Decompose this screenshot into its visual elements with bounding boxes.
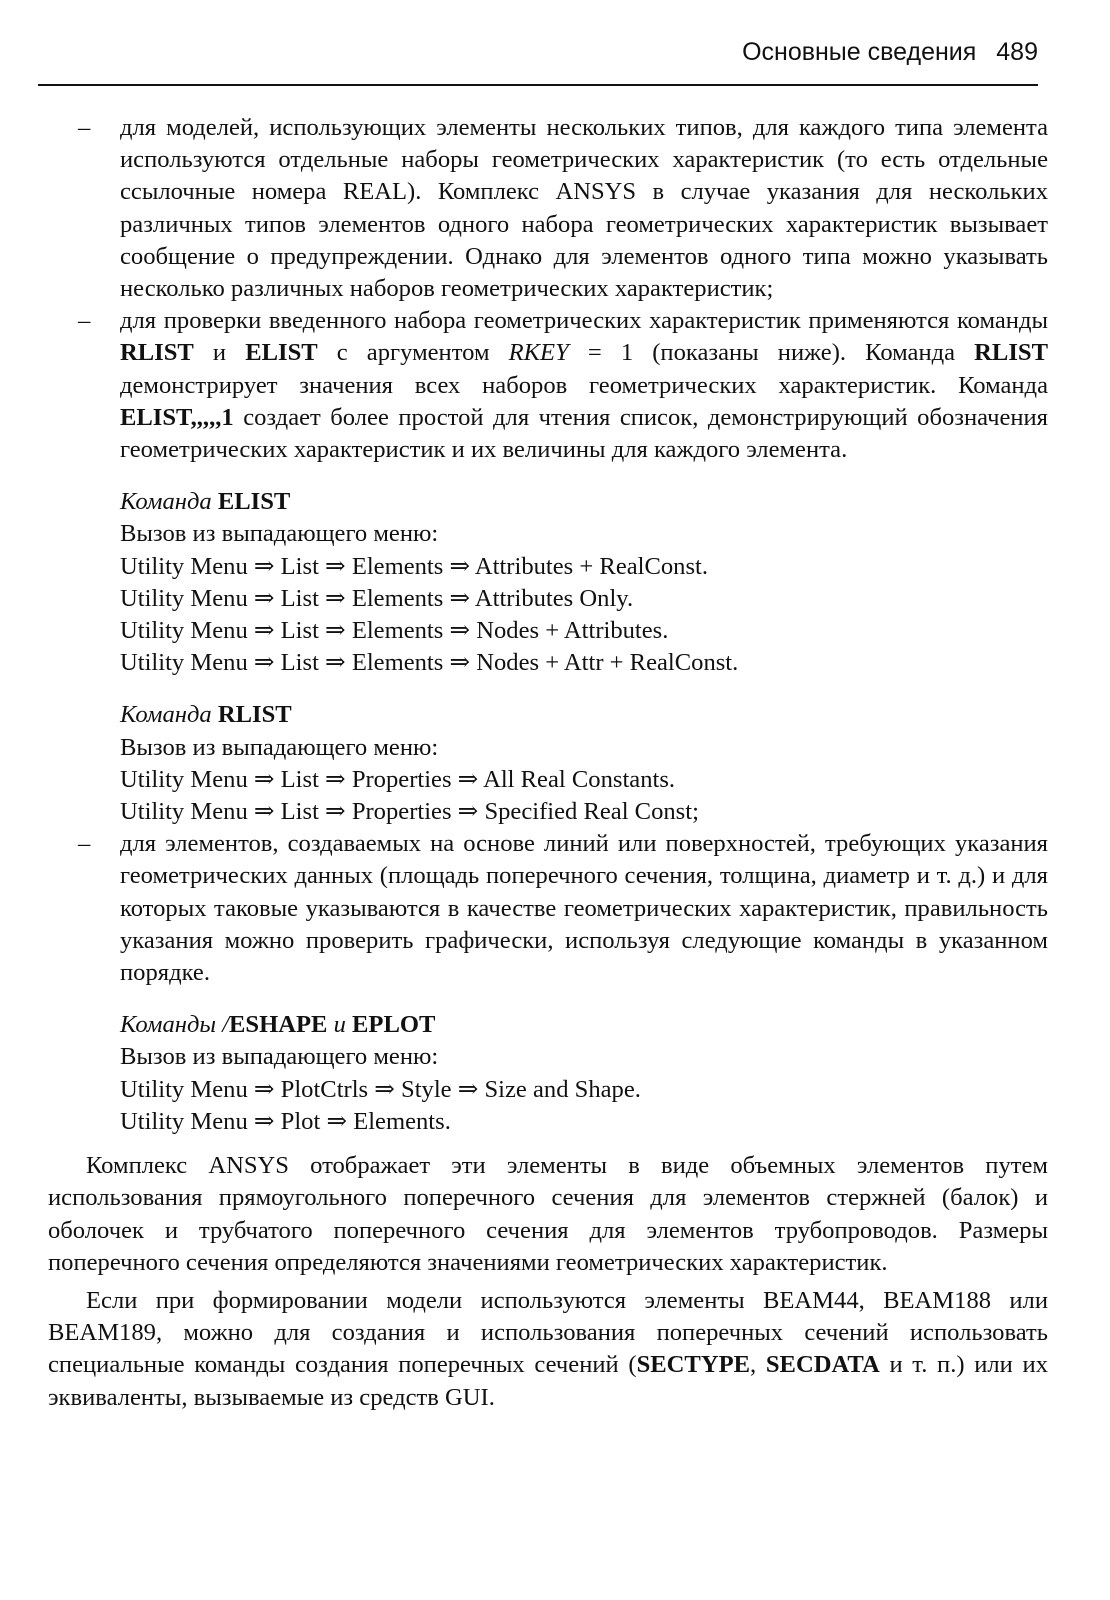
text-run: создает более простой для чтения список, демонстрирующий обозначения геометрических характеристик и их величины для каждого элемента. — [120, 403, 1048, 464]
menu-path: Utility Menu ⇒ List ⇒ Elements ⇒ Attributes + RealConst. — [120, 552, 709, 580]
text-run: демонстрирует значения всех наборов геометрических характеристик. Команда — [120, 371, 1048, 399]
menu-path: Utility Menu ⇒ List ⇒ Properties ⇒ Specified Real Const; — [120, 798, 699, 826]
command-block-eshape — [48, 1009, 1048, 1138]
list-dash: – — [78, 307, 91, 335]
command-name: ELIST — [245, 339, 318, 367]
command-heading — [120, 486, 1048, 518]
command-name: RLIST — [974, 339, 1048, 367]
command-name: SECTYPE — [636, 1351, 751, 1379]
menu-intro: Вызов из выпадающего меню: — [120, 520, 439, 548]
command-heading-name: EPLOT — [352, 1011, 436, 1039]
text-run: , — [750, 1351, 766, 1379]
paragraph: Комплекс ANSYS отображает эти элементы в виде объемных элементов путем использования прямоугольного поперечного сечения для элементов стержней (балок) и оболочек и трубчатого поперечного сечения для элементов трубопроводов. Размеры поперечного сечения определяются значениями геометрических характеристик. — [48, 1152, 1048, 1276]
list-item-text: для моделей, использующих элементы нескольких типов, для каждого типа элемента используются отдельные наборы геометрических характеристик (то есть отдельные ссылочные номера REAL). Комплекс ANSYS в случае указания для нескольких различных типов элементов одного набора геометрических характеристик вызывает сообщение о предупреждении. Однако для элементов одного типа можно указывать несколько различных наборов геометрических характеристик; — [120, 114, 1048, 303]
command-heading-prefix: Команда — [120, 701, 212, 729]
list-item — [48, 828, 1048, 989]
list-dash: – — [78, 830, 91, 858]
page-body — [48, 112, 1048, 1414]
command-heading-name: ELIST — [217, 488, 291, 516]
list-item — [48, 305, 1048, 466]
command-name: ELIST,,,,,1 — [120, 403, 234, 431]
menu-path: Utility Menu ⇒ List ⇒ Elements ⇒ Nodes + Attr + RealConst. — [120, 649, 739, 677]
command-heading — [120, 1009, 1048, 1041]
text-run: и — [193, 339, 246, 367]
command-heading-name: ESHAPE — [229, 1011, 328, 1039]
text-run: с аргументом — [317, 339, 509, 367]
paragraph — [48, 1285, 1048, 1414]
text-run: для проверки введенного набора геометрических характеристик применяются команды — [120, 307, 1048, 335]
menu-intro: Вызов из выпадающего меню: — [120, 733, 439, 761]
command-heading — [120, 699, 1048, 731]
list-item — [48, 112, 1048, 305]
text-run: и т. п.) или их эквиваленты, вызываемые из средств GUI. — [48, 1351, 1048, 1411]
page-number: 489 — [996, 38, 1038, 66]
menu-path: Utility Menu ⇒ Plot ⇒ Elements. — [120, 1107, 451, 1135]
command-name: RLIST — [120, 339, 194, 367]
argument-name: RKEY — [508, 339, 569, 367]
command-block-elist — [48, 486, 1048, 679]
header-title: Основные сведения — [742, 38, 977, 66]
command-heading-conj: и — [327, 1011, 353, 1039]
menu-intro: Вызов из выпадающего меню: — [120, 1043, 439, 1071]
command-block-rlist — [48, 699, 1048, 828]
menu-path: Utility Menu ⇒ PlotCtrls ⇒ Style ⇒ Size and Shape. — [120, 1075, 641, 1103]
command-heading-prefix: Команды / — [120, 1011, 230, 1039]
list-dash: – — [78, 114, 91, 141]
running-header — [38, 38, 1038, 86]
menu-path: Utility Menu ⇒ List ⇒ Properties ⇒ All Real Constants. — [120, 765, 676, 793]
menu-path: Utility Menu ⇒ List ⇒ Elements ⇒ Attributes Only. — [120, 584, 634, 612]
command-heading-prefix: Команда — [120, 488, 212, 516]
command-heading-name: RLIST — [217, 701, 292, 729]
command-name: SECDATA — [765, 1351, 880, 1379]
menu-path: Utility Menu ⇒ List ⇒ Elements ⇒ Nodes + Attributes. — [120, 617, 669, 645]
text-run: Если при формировании модели используются элементы BEAM44, BEAM188 или BEAM189, можно для создания и использования поперечных сечений использовать специальные команды создания поперечных сечений ( — [48, 1286, 1048, 1379]
list-item-text: для элементов, создаваемых на основе линий или поверхностей, требующих указания геометрических данных (площадь поперечного сечения, толщина, диаметр и т. д.) и для которых таковые указываются в качестве геометрических характеристик, правильность указания можно проверить графически, используя следующие команды в указанном порядке. — [120, 830, 1048, 987]
text-run: = 1 (показаны ниже). Команда — [568, 339, 975, 367]
